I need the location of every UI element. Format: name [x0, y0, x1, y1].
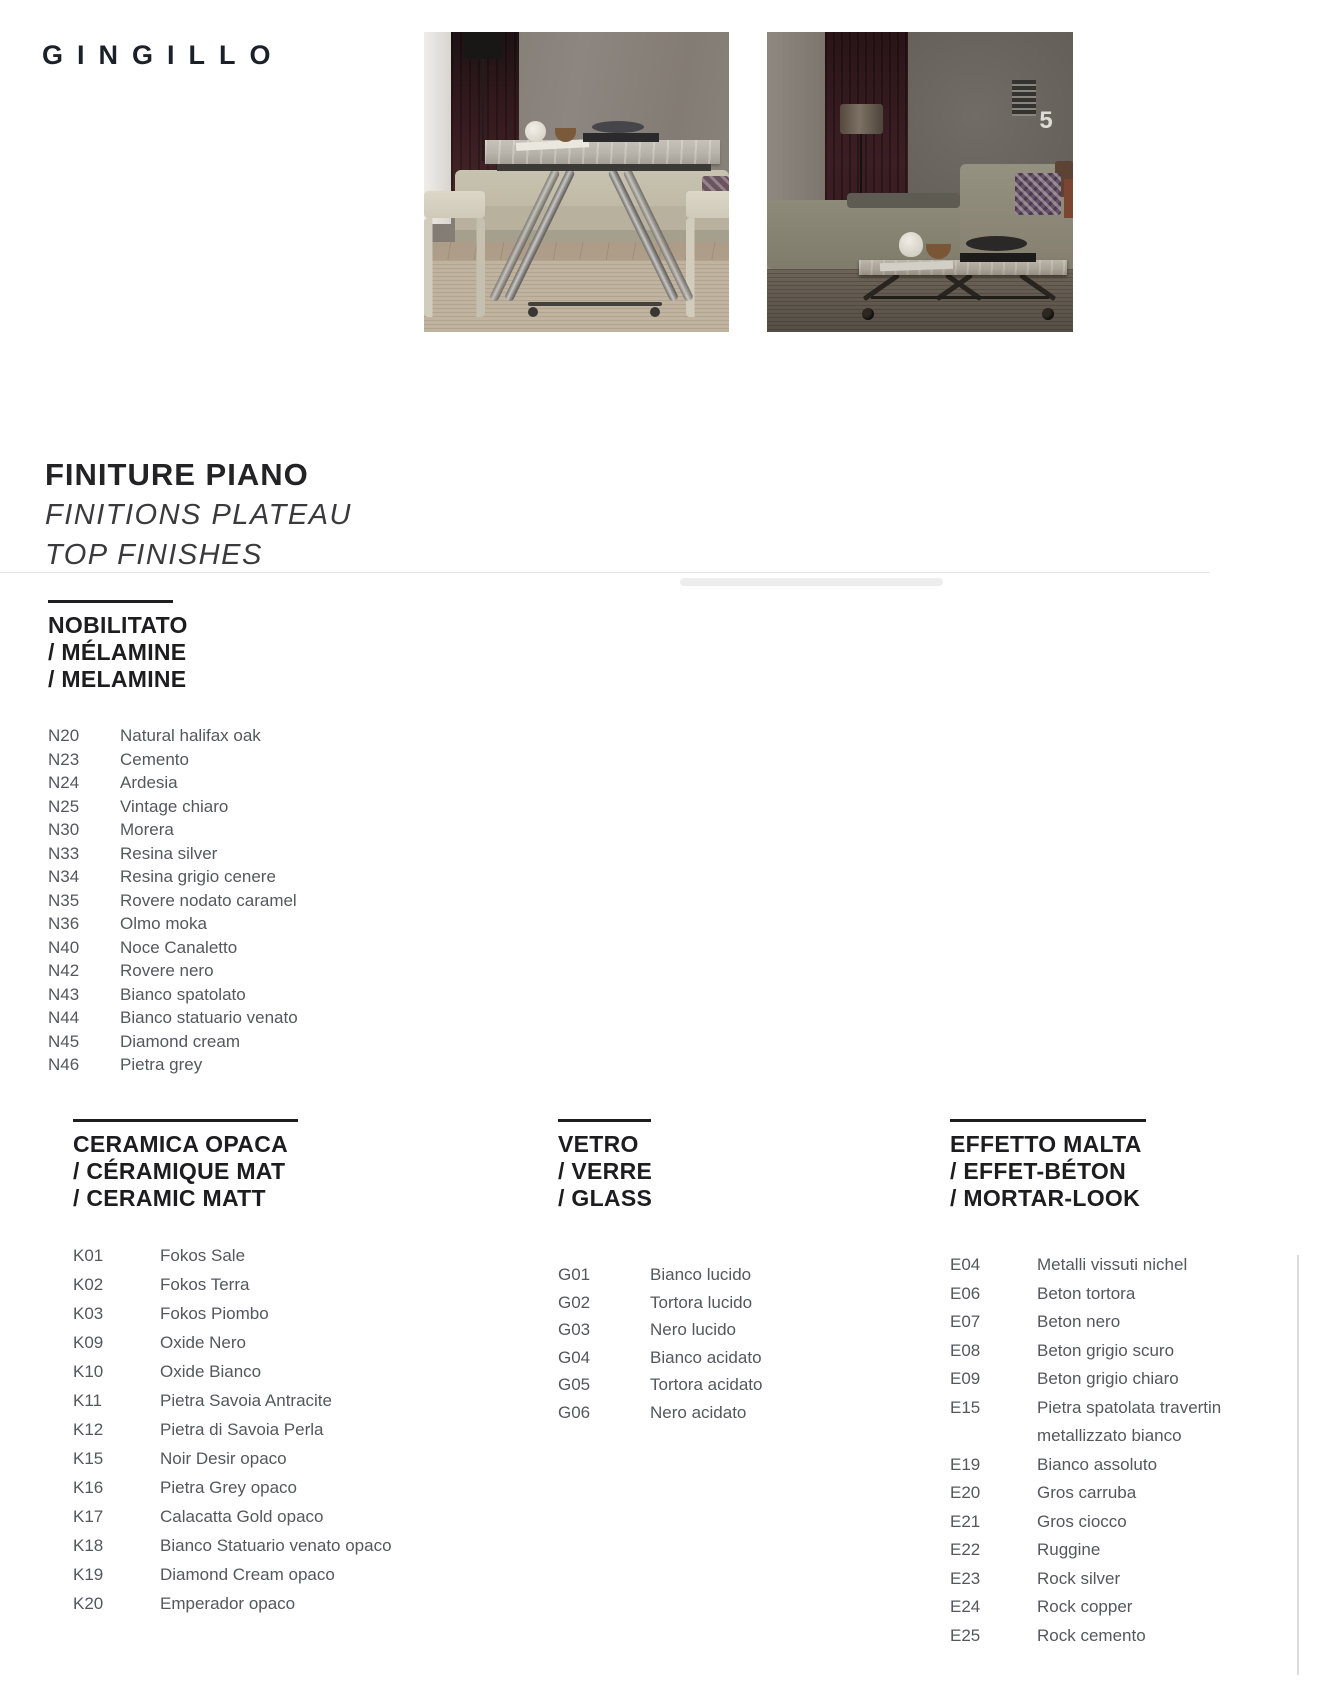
- finish-label: Pietra di Savoia Perla: [160, 1420, 324, 1439]
- finish-label: Bianco acidato: [650, 1347, 762, 1367]
- page-title-en: TOP FINISHES: [45, 539, 263, 571]
- product-photo-table-lowered: [767, 32, 1073, 332]
- finish-label: Rovere nodato caramel: [120, 890, 297, 910]
- finish-row: [950, 1479, 1302, 1508]
- finish-row: [558, 1344, 938, 1372]
- finish-code: N46: [48, 1055, 80, 1074]
- section-title-line: CERAMICA OPACA: [73, 1131, 289, 1157]
- finish-row: [73, 1415, 513, 1444]
- finish-row: [73, 1386, 513, 1415]
- section-title-line: EFFETTO MALTA: [950, 1131, 1142, 1157]
- finish-code: E09: [950, 1369, 981, 1388]
- finish-label: Tortora acidato: [650, 1375, 763, 1394]
- finish-row: [48, 842, 448, 866]
- finish-label: Resina silver: [120, 843, 218, 863]
- finish-code: E06: [950, 1283, 981, 1303]
- finish-code: N36: [48, 914, 80, 933]
- section-vetro: [558, 1119, 938, 1426]
- finish-row: [558, 1316, 938, 1344]
- finish-code: G06: [558, 1402, 591, 1422]
- finish-code: N34: [48, 867, 80, 886]
- finish-row: [558, 1289, 938, 1317]
- section-rule: [950, 1119, 1146, 1122]
- finish-label: Beton tortora: [1037, 1283, 1136, 1303]
- finish-code: N45: [48, 1031, 80, 1051]
- finish-code: K15: [73, 1449, 104, 1468]
- stool-right-legs: [686, 218, 729, 317]
- finish-code: E22: [950, 1540, 981, 1559]
- section-title-line: / MORTAR-LOOK: [950, 1185, 1140, 1211]
- finish-row: [48, 959, 448, 983]
- finish-label: Bianco statuario venato: [120, 1008, 298, 1027]
- finish-code: K10: [73, 1362, 104, 1381]
- finish-code: N30: [48, 820, 80, 839]
- section-title-line: / CERAMIC MATT: [73, 1185, 266, 1211]
- table-wheel: [862, 308, 874, 320]
- finish-code: G03: [558, 1320, 591, 1339]
- finish-label: Vintage chiaro: [120, 796, 229, 816]
- section-rule: [48, 600, 173, 603]
- finish-list: [950, 1251, 1302, 1650]
- finish-code: N43: [48, 984, 80, 1004]
- finish-label: Fokos Sale: [160, 1246, 246, 1265]
- product-photo-table-raised: [424, 32, 729, 332]
- section-rule: [73, 1119, 298, 1122]
- dark-plate: [966, 236, 1027, 251]
- finish-row: [558, 1371, 938, 1399]
- finish-row: [48, 936, 448, 960]
- finish-code: E24: [950, 1597, 981, 1616]
- section-rule: [558, 1119, 651, 1122]
- finish-row: [73, 1531, 513, 1560]
- finish-label: Diamond Cream opaco: [160, 1565, 335, 1584]
- finish-row: [558, 1261, 938, 1289]
- finish-code: E23: [950, 1568, 981, 1588]
- finish-row: [73, 1589, 513, 1618]
- finish-code: K18: [73, 1536, 104, 1555]
- brand-title: GINGILLO: [42, 40, 285, 70]
- finish-code: K01: [73, 1246, 104, 1265]
- finish-row: [48, 1053, 448, 1077]
- finish-row: [73, 1502, 513, 1531]
- finish-label: Bianco lucido: [650, 1265, 752, 1284]
- finish-code: K09: [73, 1333, 104, 1352]
- finish-row: [950, 1251, 1302, 1280]
- floor-lamp-shade: [840, 104, 883, 134]
- section-title-line: / MÉLAMINE: [48, 639, 187, 665]
- stool-left-legs: [424, 218, 485, 317]
- finish-label: Fokos Terra: [160, 1275, 250, 1294]
- finish-label: Beton grigio scuro: [1037, 1340, 1175, 1360]
- finish-label: Bianco spatolato: [120, 984, 246, 1004]
- finish-label: Gros carruba: [1037, 1483, 1137, 1502]
- finish-row: [950, 1565, 1302, 1594]
- table-wheel: [528, 307, 538, 317]
- finish-label: Noir Desir opaco: [160, 1449, 287, 1468]
- finish-row: [48, 983, 448, 1007]
- table-axle: [871, 296, 1048, 299]
- section-title-line: / MELAMINE: [48, 666, 187, 692]
- finish-label: Bianco assoluto: [1037, 1454, 1158, 1474]
- finish-label: Rock cemento: [1037, 1625, 1146, 1645]
- finish-label: Pietra Savoia Antracite: [160, 1391, 332, 1410]
- finish-row: [73, 1241, 513, 1270]
- section-title-line: / EFFET-BÉTON: [950, 1158, 1126, 1184]
- finish-row: [950, 1337, 1302, 1366]
- finish-list: [48, 724, 448, 1077]
- finish-row: [950, 1508, 1302, 1537]
- finish-label: Olmo moka: [120, 914, 207, 933]
- finish-label: Rovere nero: [120, 961, 214, 980]
- floor-lamp-pole: [482, 59, 484, 161]
- finish-row: [48, 912, 448, 936]
- finish-label: Natural halifax oak: [120, 726, 261, 745]
- finish-code: N35: [48, 890, 80, 910]
- table-underframe: [497, 164, 711, 171]
- finish-code: K02: [73, 1275, 104, 1294]
- finish-row: [950, 1622, 1302, 1651]
- horizontal-scrollbar-thumb[interactable]: [680, 578, 943, 586]
- finish-code: N23: [48, 749, 80, 769]
- finish-row: [950, 1536, 1302, 1565]
- finish-code: G02: [558, 1292, 591, 1312]
- section-title-line: / VERRE: [558, 1158, 653, 1184]
- table-wheel: [650, 307, 660, 317]
- table-base: [528, 302, 662, 306]
- section-title-line: / GLASS: [558, 1185, 653, 1211]
- finish-code: E21: [950, 1511, 981, 1531]
- finish-row: [558, 1399, 938, 1427]
- finish-code: K17: [73, 1507, 104, 1526]
- finish-row: [73, 1328, 513, 1357]
- rust-pillow: [1064, 179, 1073, 218]
- finish-row: [48, 795, 448, 819]
- finish-code: N33: [48, 843, 80, 863]
- finish-code: E04: [950, 1255, 981, 1274]
- finish-code: K03: [73, 1304, 104, 1323]
- finish-label: Ardesia: [120, 773, 178, 792]
- finish-row: [48, 818, 448, 842]
- finish-code: N25: [48, 796, 80, 816]
- finish-label: Pietra Grey opaco: [160, 1478, 298, 1497]
- patterned-pillow: [1015, 173, 1061, 215]
- finish-label: Calacatta Gold opaco: [160, 1507, 324, 1526]
- finish-list: [558, 1261, 938, 1426]
- finish-code: E08: [950, 1340, 981, 1360]
- finish-row: [48, 1006, 448, 1030]
- finish-row: [950, 1308, 1302, 1337]
- finish-label-line2: metallizzato bianco: [1037, 1426, 1182, 1445]
- finish-row: [73, 1473, 513, 1502]
- wall-picture-frame: [1012, 80, 1036, 116]
- finish-row: [73, 1270, 513, 1299]
- finish-row: [950, 1365, 1302, 1394]
- finish-row: [950, 1451, 1302, 1480]
- finish-label: Rock copper: [1037, 1597, 1133, 1616]
- finish-row: [73, 1560, 513, 1589]
- finish-code: N44: [48, 1008, 80, 1027]
- finish-label: Noce Canaletto: [120, 937, 238, 957]
- section-effetto-malta: [950, 1119, 1302, 1650]
- finish-code: K19: [73, 1565, 104, 1584]
- finish-label: Oxide Bianco: [160, 1362, 262, 1381]
- wall-number: 5: [1039, 107, 1053, 134]
- finish-row: [950, 1280, 1302, 1309]
- finish-list: [73, 1241, 513, 1618]
- finish-code: E19: [950, 1454, 981, 1474]
- finish-label: Rock silver: [1037, 1568, 1121, 1588]
- finish-row: [48, 865, 448, 889]
- finish-code: E07: [950, 1312, 981, 1331]
- finish-label: Oxide Nero: [160, 1333, 246, 1352]
- finish-label: Pietra spatolata travertin: [1037, 1397, 1222, 1417]
- finish-row: [73, 1444, 513, 1473]
- white-vase: [525, 121, 546, 142]
- finish-code: E20: [950, 1483, 981, 1502]
- dark-plate: [592, 121, 644, 133]
- finish-code: G04: [558, 1347, 591, 1367]
- sofa-throw: [847, 193, 960, 208]
- floor-lamp-shade: [464, 32, 504, 59]
- finish-label: Metalli vissuti nichel: [1037, 1255, 1188, 1274]
- section-nobilitato: [48, 600, 448, 1077]
- finish-row: [950, 1394, 1302, 1451]
- finish-row: [48, 889, 448, 913]
- finish-label: Bianco Statuario venato opaco: [160, 1536, 392, 1555]
- section-title-line: NOBILITATO: [48, 612, 188, 638]
- finish-code: N20: [48, 726, 80, 745]
- finish-label: Beton grigio chiaro: [1037, 1369, 1179, 1388]
- finish-code: N42: [48, 961, 80, 980]
- white-vase: [899, 232, 923, 258]
- finish-row: [48, 1030, 448, 1054]
- finish-code: E25: [950, 1625, 981, 1645]
- finish-label: Ruggine: [1037, 1540, 1101, 1559]
- finish-label: Nero lucido: [650, 1320, 736, 1339]
- finish-label: Emperador opaco: [160, 1594, 296, 1613]
- finish-code: G05: [558, 1375, 591, 1394]
- finish-row: [950, 1593, 1302, 1622]
- stool-right: [686, 191, 729, 218]
- dark-book: [960, 253, 1037, 262]
- section-title-line: / CÉRAMIQUE MAT: [73, 1158, 286, 1184]
- section-title-line: VETRO: [558, 1131, 639, 1157]
- finish-code: N40: [48, 937, 80, 957]
- finish-label: Cemento: [120, 749, 189, 769]
- finish-code: E15: [950, 1397, 981, 1417]
- page-title-fr: FINITIONS PLATEAU: [45, 499, 352, 531]
- page-title-block: [45, 455, 352, 575]
- finish-label: Tortora lucido: [650, 1292, 753, 1312]
- finish-label: Diamond cream: [120, 1031, 240, 1051]
- section-ceramica-opaca: [73, 1119, 513, 1618]
- finish-row: [73, 1299, 513, 1328]
- finish-label: Nero acidato: [650, 1402, 747, 1422]
- finish-label: Morera: [120, 820, 174, 839]
- finish-label: Resina grigio cenere: [120, 867, 276, 886]
- finish-code: K16: [73, 1478, 104, 1497]
- finish-code: K12: [73, 1420, 104, 1439]
- finish-row: [48, 724, 448, 748]
- finish-label: Beton nero: [1037, 1312, 1121, 1331]
- divider-line: [0, 572, 1210, 573]
- page-title-it: FINITURE PIANO: [45, 457, 309, 492]
- finish-label: Pietra grey: [120, 1055, 203, 1074]
- finish-code: K20: [73, 1594, 104, 1613]
- finish-label: Fokos Piombo: [160, 1304, 269, 1323]
- finish-code: G01: [558, 1265, 591, 1284]
- dark-book: [583, 133, 659, 142]
- finish-code: K11: [73, 1391, 102, 1410]
- finish-row: [48, 771, 448, 795]
- finish-code: N24: [48, 773, 80, 792]
- finish-row: [73, 1357, 513, 1386]
- finish-row: [48, 748, 448, 772]
- finish-label: Gros ciocco: [1037, 1511, 1127, 1531]
- stool-left: [424, 191, 485, 218]
- sofa-ottoman: [767, 200, 960, 269]
